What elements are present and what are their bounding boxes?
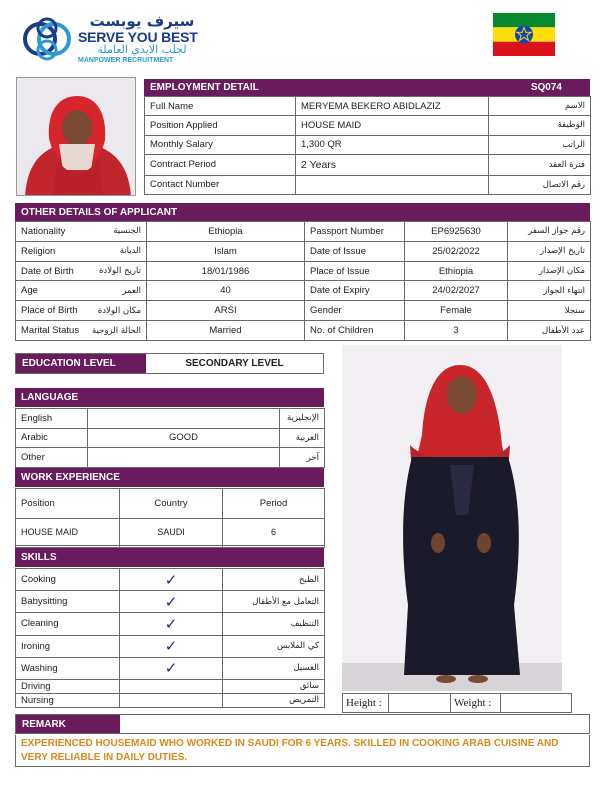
weight-value (501, 694, 572, 713)
employment-label: Monthly Salary (145, 135, 296, 154)
skill-label-arabic: التنظيف (223, 613, 325, 635)
employment-label-arabic: الاسم (489, 97, 591, 116)
other-label: Marital Status (21, 325, 80, 337)
skill-check-icon: ✓ (120, 657, 223, 679)
other-label-arabic: سنجلا (508, 301, 591, 321)
other-row-dob (16, 261, 591, 281)
employment-row-salary (145, 135, 591, 154)
skill-check-icon: ✓ (120, 613, 223, 635)
other-details-header (15, 203, 590, 221)
skill-row-nursing (16, 693, 325, 707)
logo-arabic-tagline: لجلب الايدي العاملة (97, 43, 187, 56)
education-value: SECONDARY LEVEL (185, 358, 284, 369)
language-row-arabic (16, 428, 325, 448)
employment-row-position (145, 116, 591, 135)
skills-header (15, 548, 324, 567)
applicant-photo-small (16, 77, 136, 196)
other-label: Passport Number (305, 222, 405, 242)
work-col-period: Period (223, 489, 325, 519)
skill-row-babysitting (16, 591, 325, 613)
reference-number: SQ074 (530, 82, 562, 93)
skill-label: Cleaning (16, 613, 120, 635)
skill-check-icon: ✓ (120, 591, 223, 613)
skill-label-arabic: الطبخ (223, 569, 325, 591)
work-header-row (16, 489, 325, 519)
other-value: Ethiopia (147, 222, 305, 242)
other-value: Ethiopia (405, 261, 508, 281)
employment-label-arabic: رقم الاتصال (489, 175, 591, 194)
employment-label: Contract Period (145, 154, 296, 175)
employment-row-full-name (145, 97, 591, 116)
skill-label: Driving (16, 679, 120, 693)
remark-title: REMARK (16, 715, 120, 733)
logo-arabic-name: سيرف يوبست (89, 12, 195, 30)
other-label-arabic: رقم جواز السفر (508, 222, 591, 242)
other-value: 18/01/1986 (147, 261, 305, 281)
other-row-age (16, 281, 591, 301)
ethiopia-flag-icon (493, 13, 555, 56)
work-position: HOUSE MAID (16, 518, 120, 545)
education-label: EDUCATION LEVEL (16, 354, 146, 373)
other-row-nationality (16, 222, 591, 242)
language-header (15, 388, 324, 407)
skill-row-cooking (16, 569, 325, 591)
skill-check-icon: ✓ (120, 635, 223, 657)
other-label: Place of Issue (305, 261, 405, 281)
other-label-arabic: مكان الإصدار (508, 261, 591, 281)
other-label-arabic: انتهاء الجواز (508, 281, 591, 301)
height-weight-row (342, 693, 571, 713)
other-label-arabic: عدد الأطفال (508, 321, 591, 341)
other-value: Married (147, 321, 305, 341)
work-row (16, 518, 325, 545)
applicant-photo-full (342, 345, 562, 691)
other-label: Nationality (21, 225, 66, 237)
skill-label: Cooking (16, 569, 120, 591)
logo-tagline: MANPOWER RECRUITMENT (78, 57, 174, 64)
skill-check-icon: ✓ (120, 569, 223, 591)
employment-detail-title: EMPLOYMENT DETAIL (150, 82, 259, 93)
skills-table (15, 568, 324, 708)
language-label: Other (16, 448, 88, 468)
other-label-arabic: الديانة (119, 246, 141, 257)
other-value: 3 (405, 321, 508, 341)
work-experience-table (15, 488, 324, 548)
other-label-arabic: مكان الولادة (97, 305, 141, 316)
skill-label-arabic: التمريض (223, 693, 325, 707)
weight-label: Weight : (451, 694, 501, 713)
work-country: SAUDI (120, 518, 223, 545)
skill-row-driving (16, 679, 325, 693)
other-row-place-of-birth (16, 301, 591, 321)
skill-check-icon (120, 679, 223, 693)
employment-label-arabic: الراتب (489, 135, 591, 154)
other-label-arabic: الحالة الزوجية (92, 325, 141, 336)
skill-label-arabic: كي الملابس (223, 635, 325, 657)
other-details-title: OTHER DETAILS OF APPLICANT (21, 206, 178, 218)
skill-label-arabic: سائق (223, 679, 325, 693)
skill-label-arabic: التعامل مع الأطفال (223, 591, 325, 613)
skills-title: SKILLS (21, 552, 57, 563)
employment-value (296, 175, 489, 194)
language-value (88, 448, 280, 468)
work-col-country: Country (120, 489, 223, 519)
other-value: EP6925630 (405, 222, 508, 242)
language-label: Arabic (16, 428, 88, 448)
work-experience-header (15, 468, 324, 487)
other-value: 40 (147, 281, 305, 301)
other-value: 25/02/2022 (405, 241, 508, 261)
other-label-arabic: تاريخ الولادة (98, 266, 141, 277)
other-label: No. of Children (305, 321, 405, 341)
other-value: Female (405, 301, 508, 321)
language-value: GOOD (88, 428, 280, 448)
other-label-arabic: الجنسية (113, 226, 141, 237)
skill-row-cleaning (16, 613, 325, 635)
employment-row-contract (145, 154, 591, 175)
skill-row-ironing (16, 635, 325, 657)
employment-detail-header (144, 79, 590, 96)
logo-mark-icon (18, 14, 76, 64)
other-value: Islam (147, 241, 305, 261)
skill-label: Washing (16, 657, 120, 679)
skill-label: Nursing (16, 693, 120, 707)
language-table (15, 408, 324, 468)
employment-value: MERYEMA BEKERO ABIDLAZIZ (296, 97, 489, 116)
other-row-religion (16, 241, 591, 261)
language-label: English (16, 409, 88, 429)
skill-row-washing (16, 657, 325, 679)
employment-row-contact (145, 175, 591, 194)
other-label: Date of Expiry (305, 281, 405, 301)
skill-label-arabic: الغسيل (223, 657, 325, 679)
other-label-arabic: العمر (122, 285, 141, 296)
employment-detail-table (144, 96, 590, 195)
skill-label: Ironing (16, 635, 120, 657)
logo-name: SERVE YOU BEST (78, 29, 198, 45)
other-label: Place of Birth (21, 305, 78, 317)
skill-check-icon (120, 693, 223, 707)
language-row-english (16, 409, 325, 429)
other-details-table (15, 221, 590, 341)
employment-label: Position Applied (145, 116, 296, 135)
other-value: ARSI (147, 301, 305, 321)
language-label-arabic: الإنجليزية (280, 409, 325, 429)
language-value (88, 409, 280, 429)
other-row-marital-status (16, 321, 591, 341)
height-value (389, 694, 451, 713)
employment-value: 1,300 QR (296, 135, 489, 154)
remark-header (15, 714, 590, 734)
remark-text: EXPERIENCED HOUSEMAID WHO WORKED IN SAUDI FOR 6 YEARS. SKILLED IN COOKING ARAB CUISINE AND VERY RELIABLE IN DAILY DUTIES. (15, 735, 590, 767)
language-label-arabic: العربية (280, 428, 325, 448)
work-period: 6 (223, 518, 325, 545)
work-col-position: Position (16, 489, 120, 519)
employment-label: Contact Number (145, 175, 296, 194)
other-label: Age (21, 285, 38, 297)
other-label: Gender (305, 301, 405, 321)
language-row-other (16, 448, 325, 468)
employment-label: Full Name (145, 97, 296, 116)
other-label: Date of Birth (21, 265, 74, 277)
other-label: Religion (21, 245, 56, 257)
language-label-arabic: آخر (280, 448, 325, 468)
height-label: Height : (343, 694, 389, 713)
other-label: Date of Issue (305, 241, 405, 261)
other-value: 24/02/2027 (405, 281, 508, 301)
other-label-arabic: تاريخ الإصدار (508, 241, 591, 261)
employment-value: 2 Years (296, 154, 489, 175)
company-logo (18, 12, 218, 66)
employment-label-arabic: الوظيفة (489, 116, 591, 135)
education-level (15, 353, 324, 374)
employment-label-arabic: فترة العقد (489, 154, 591, 175)
work-experience-title: WORK EXPERIENCE (21, 472, 120, 483)
skill-label: Babysitting (16, 591, 120, 613)
employment-value: HOUSE MAID (296, 116, 489, 135)
language-title: LANGUAGE (21, 392, 79, 403)
